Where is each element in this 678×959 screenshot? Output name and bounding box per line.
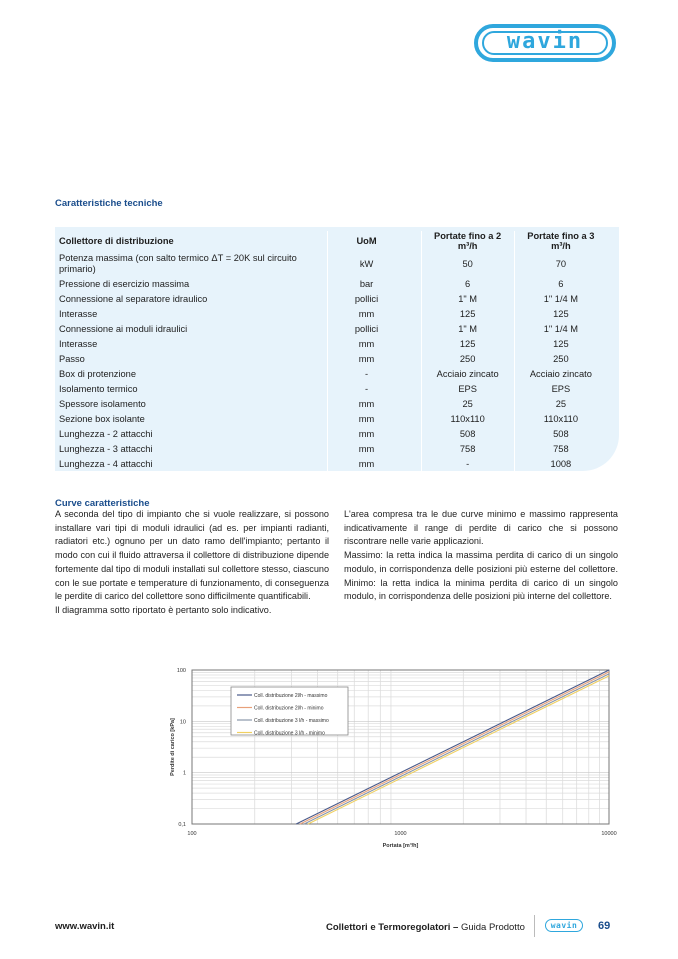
table-cell: 25 [421,397,514,412]
table-cell: 125 [421,337,514,352]
table-cell: kW [327,251,421,277]
paragraph: L'area compresa tra le due curve minimo e massimo rappresenta indicativamente il range di perdite di carico che si possono riscontrare nelle varie applicazioni. [344,509,618,547]
table-cell: 250 [421,352,514,367]
table-cell: 6 [514,277,607,292]
x-tick-label: 1000 [394,831,407,837]
table-cell: 110x110 [514,412,607,427]
table-cell: Connessione al separatore idraulico [59,294,208,304]
table-cell: EPS [514,382,607,397]
table-cell: 125 [514,307,607,322]
table-cell: mm [327,442,421,457]
table-body [55,251,607,472]
table-cell: mm [327,352,421,367]
footer-title-rest: Guida Prodotto [458,922,525,933]
table-row [55,292,607,307]
table-cell: mm [327,307,421,322]
curves-text-left [55,508,329,618]
table-cell: 758 [421,442,514,457]
curves-text-right [344,508,618,604]
table-cell: 508 [421,427,514,442]
table-cell: 70 [514,251,607,277]
table-cell: 1" M [421,322,514,337]
table-header: Portate fino a 3 m³/h [514,231,607,251]
table-row [55,367,607,382]
legend-label: Coll. distribuzione 3 l/h - massimo [254,718,329,724]
table-cell: - [327,367,421,382]
table-cell: Connessione ai moduli idraulici [59,324,188,334]
table-header-row [55,231,607,251]
table-row [55,322,607,337]
table-cell: Sezione box isolante [59,414,145,424]
table-cell: 125 [421,307,514,322]
table-cell: Potenza massima (con salto termico ΔT = 20K sul circuito primario) [59,253,297,274]
legend-label: Coll. distribuzione 3 l/h - minimo [254,730,325,737]
wavin-logo [474,24,616,62]
footer-logo-text: wavin [550,920,578,930]
table-cell: Box di protenzione [59,369,137,379]
legend-label: Coll. distribuzione 2l/h - massimo [254,693,328,699]
legend-label: Coll. distribuzione 2l/h - minimo [254,705,324,712]
y-tick-label: 0,1 [178,822,186,828]
table-cell: 758 [514,442,607,457]
table-cell: mm [327,427,421,442]
table-cell: Passo [59,354,85,364]
table-cell: pollici [327,292,421,307]
table-header: Portate fino a 2 m³/h [421,231,514,251]
footer-divider [534,915,535,937]
table-cell: - [327,382,421,397]
table-row [55,412,607,427]
page-number: 69 [598,920,611,932]
table-cell: EPS [421,382,514,397]
y-tick-label: 1 [182,770,186,777]
footer-url[interactable]: www.wavin.it [55,921,115,932]
table-cell: Lunghezza - 4 attacchi [59,459,153,469]
section-title-technical: Caratteristiche tecniche [55,198,163,209]
table-cell: 1008 [514,457,607,472]
table-cell: 25 [514,397,607,412]
table-cell: mm [327,397,421,412]
y-tick-label: 10 [179,719,186,726]
table-cell: 1" M [421,292,514,307]
table-header: Collettore di distribuzione [59,236,174,246]
table-cell: pollici [327,322,421,337]
table-cell: mm [327,457,421,472]
table-row [55,337,607,352]
table-cell: Lunghezza - 2 attacchi [59,429,153,439]
footer-title [326,922,525,933]
table-cell: bar [327,277,421,292]
table-row [55,457,607,472]
table-cell: 6 [421,277,514,292]
table-row [55,382,607,397]
paragraph: Il diagramma sotto riportato è pertanto solo indicativo. [55,604,272,615]
table-cell: Lunghezza - 3 attacchi [59,444,153,454]
pressure-loss-chart [160,660,630,860]
x-tick-label: 100 [187,831,197,837]
table-cell: 508 [514,427,607,442]
paragraph: Massimo: la retta indica la massima perdita di carico di un singolo modulo, in corrispondenza delle posizioni più esterne del collettore. Minimo: la retta indica la minima perdita di carico di un singolo modulo, in corrispondenza delle posizioni più interne del collettore. [344,550,618,602]
footer-title-bold: Collettori e Termoregolatori – [326,922,459,933]
x-tick-label: 10000 [601,831,617,837]
wavin-logo-inner [482,28,608,55]
x-axis-label: Portata [m³/h] [382,843,419,849]
table-cell: Spessore isolamento [59,399,146,409]
table-row [55,307,607,322]
table-header: UoM [327,231,421,251]
paragraph: A seconda del tipo di impianto che si vuole realizzare, si possono installare vari tipi di moduli idraulici (ad es. per impianti radianti, radiatori etc.) ognuno per un dato ramo dell'impianto; pertanto il modo con cui il fluido attraversa il collettore di distribuzione dipende fortemente dal tipo di moduli installati sul collettore stesso, ciascuno con le sue portate e temperature di funzionamento, di conseguenza le perdite di carico del collettore sono difficilmente quantificabili. [55,509,329,602]
table-row [55,251,607,277]
table-row [55,442,607,457]
technical-table-container [55,227,619,471]
table-cell: 125 [514,337,607,352]
y-tick-label: 100 [176,668,186,674]
table-cell: Pressione di esercizio massima [59,279,190,289]
chart-svg [160,660,630,860]
y-axis-label: Perdite di carico [kPa] [170,718,176,776]
table-cell: Acciaio zincato [514,367,607,382]
wavin-logo-text: wavin [506,28,584,54]
table-cell: mm [327,337,421,352]
table-cell: Interasse [59,339,98,349]
series-line [304,674,609,824]
table-cell: 110x110 [421,412,514,427]
table-row [55,277,607,292]
table-row [55,397,607,412]
table-row [55,352,607,367]
series-line [308,676,609,824]
table-cell: Isolamento termico [59,384,138,394]
table-cell: Interasse [59,309,98,319]
table-cell: 1" 1/4 M [514,322,607,337]
table-cell: 50 [421,251,514,277]
table-row [55,427,607,442]
table-cell: 250 [514,352,607,367]
section-title-curves: Curve caratteristiche [55,498,150,509]
table-cell: Acciaio zincato [421,367,514,382]
table-cell: 1" 1/4 M [514,292,607,307]
table-cell: - [421,457,514,472]
footer-wavin-logo [545,919,583,932]
table-cell: mm [327,412,421,427]
technical-table [55,231,607,472]
